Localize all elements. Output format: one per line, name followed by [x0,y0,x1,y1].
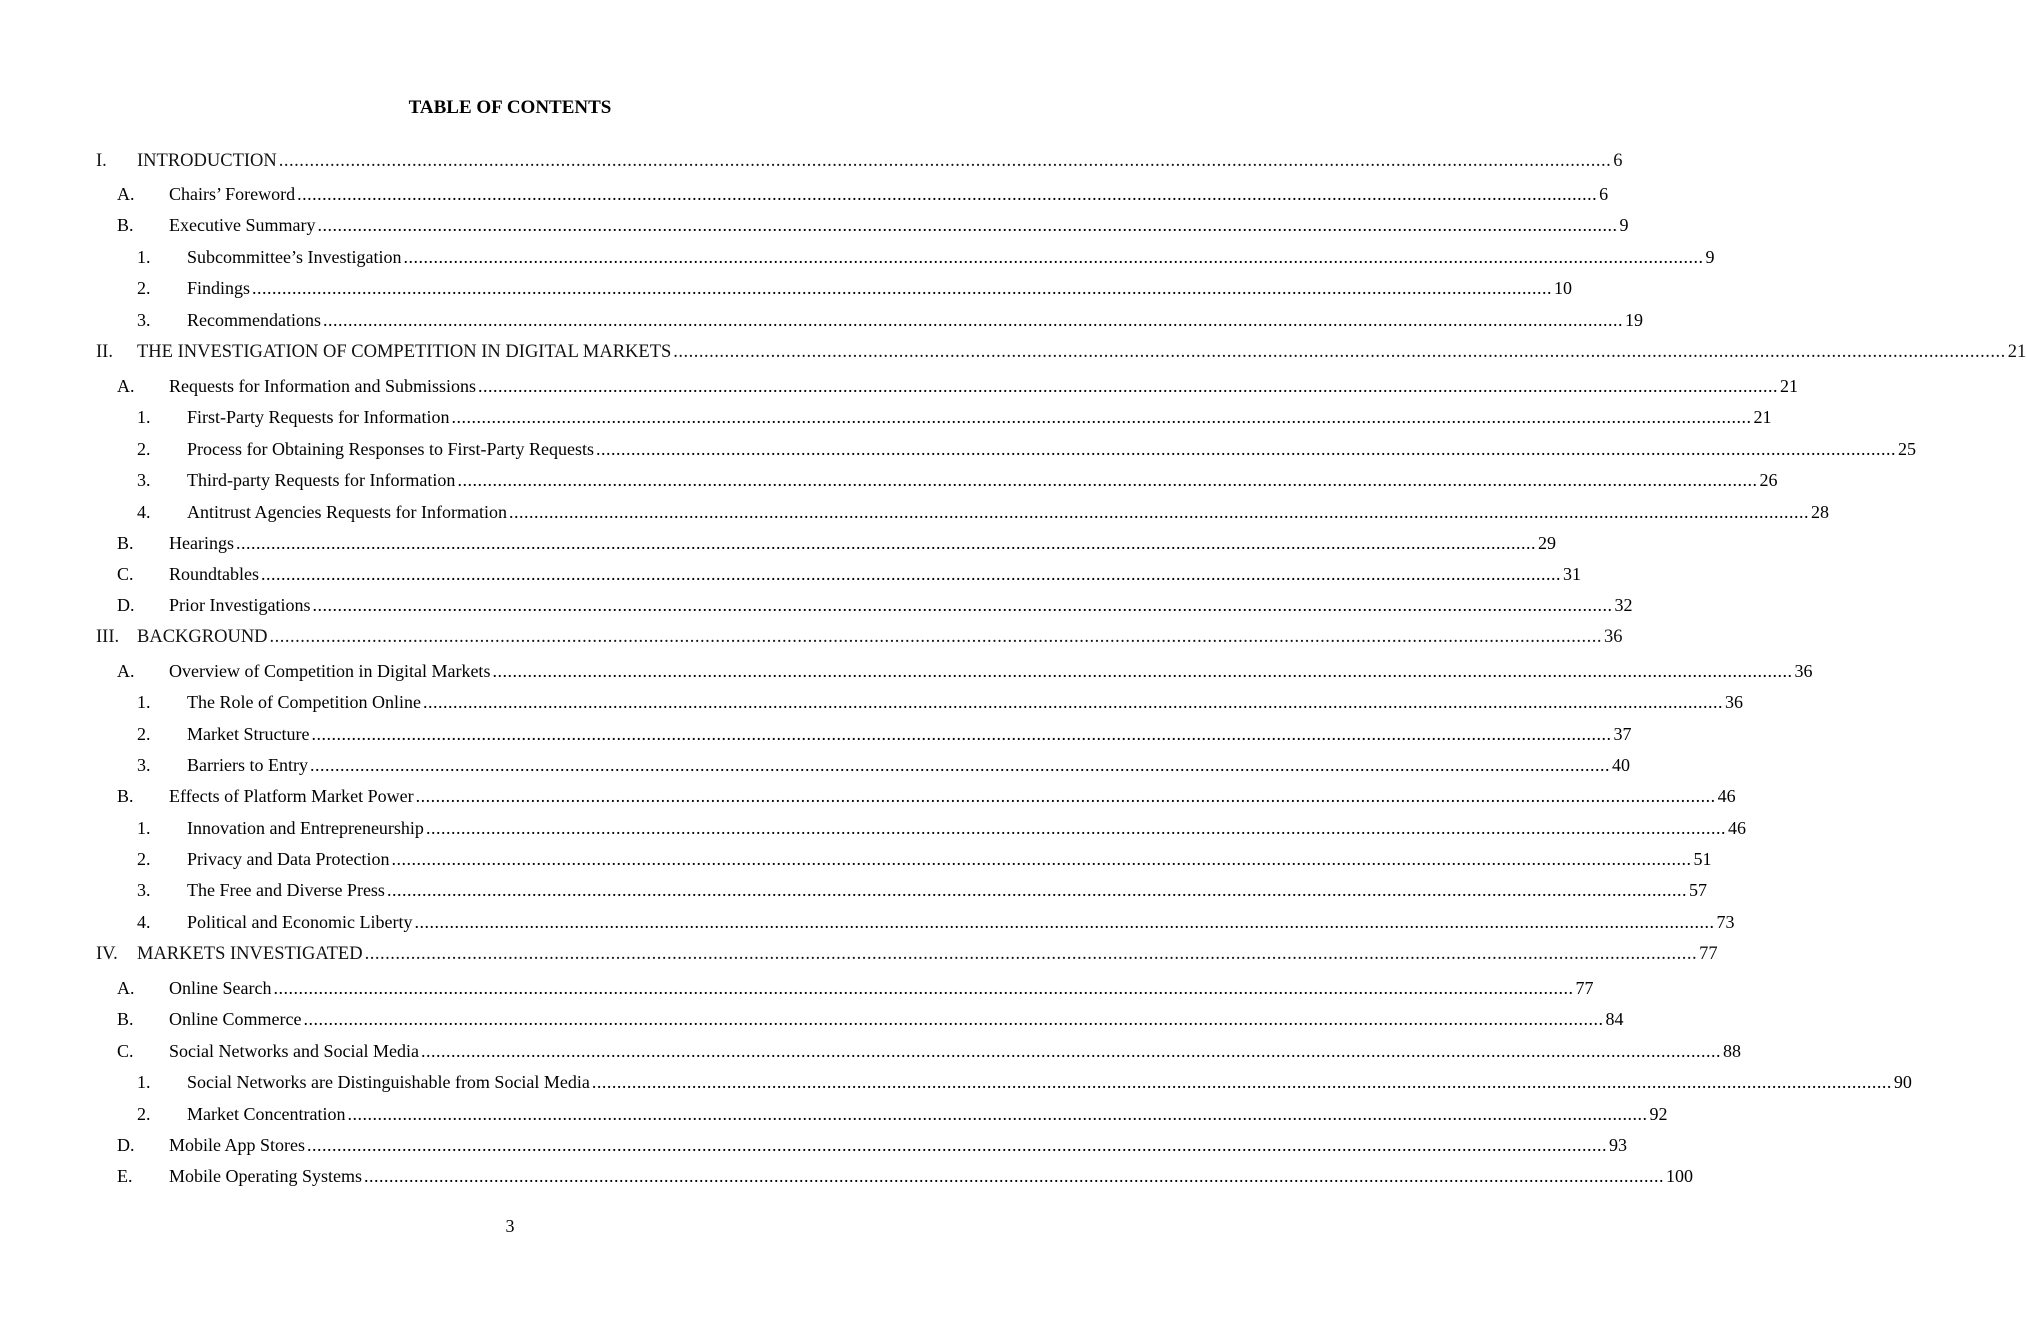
dot-leader: .................................................................................................................................................................................................................................................................... [420,1041,1721,1061]
toc-entry-label: INTRODUCTION [137,151,277,171]
toc-entry-line [187,242,1715,272]
toc-entry-label: Roundtables [169,564,259,584]
toc-entry-line [169,656,1813,686]
dot-leader: .................................................................................................................................................................................................................................................................... [317,215,1618,235]
toc-entry[interactable] [0,622,1623,652]
toc-entry[interactable] [0,210,1629,240]
toc-entry-label: Social Networks and Social Media [169,1041,419,1061]
toc-entry[interactable] [0,844,1712,874]
toc-entry-line [187,875,1707,905]
toc-entry-label: First-Party Requests for Information [187,407,450,427]
toc-entry-page: 77 [1575,978,1594,998]
dot-leader: .................................................................................................................................................................................................................................................................... [457,470,1758,490]
dot-leader: .................................................................................................................................................................................................................................................................... [252,278,1553,298]
toc-entry-number: I. [96,151,107,171]
toc-entry-number: 1. [137,818,151,838]
toc-entry[interactable] [0,337,2026,367]
toc-entry[interactable] [0,1161,1693,1191]
toc-entry-number: 2. [137,724,151,744]
toc-entry-line [137,146,1623,176]
toc-entry-number: A. [117,978,135,998]
toc-entry-line [187,402,1772,432]
dot-leader: .................................................................................................................................................................................................................................................................... [311,724,1612,744]
dot-leader: .................................................................................................................................................................................................................................................................... [261,564,1561,584]
toc-entry-label: MARKETS INVESTIGATED [137,944,363,964]
toc-entry[interactable] [0,528,1556,558]
toc-entry[interactable] [0,242,1715,272]
toc-entry[interactable] [0,1004,1624,1034]
dot-leader: .................................................................................................................................................................................................................................................................... [595,439,1896,459]
toc-entry[interactable] [0,973,1594,1003]
toc-entry-line [137,337,2026,367]
dot-leader: .................................................................................................................................................................................................................................................................... [312,595,1613,615]
toc-entry-line [187,813,1746,843]
toc-entry[interactable] [0,781,1736,811]
toc-entry-line [169,1161,1693,1191]
toc-entry[interactable] [0,656,1813,686]
toc-entry-label: The Free and Diverse Press [187,880,385,900]
toc-entry-label: Chairs’ Foreword [169,184,296,204]
toc-entry-number: A. [117,376,135,396]
dot-leader: .................................................................................................................................................................................................................................................................... [278,151,1612,171]
toc-entry-line [187,719,1632,749]
dot-leader: .................................................................................................................................................................................................................................................................... [492,661,1793,681]
toc-entry-number: 1. [137,247,151,267]
toc-entry[interactable] [0,1099,1668,1129]
toc-entry-number: E. [117,1166,133,1186]
toc-entry-label: Overview of Competition in Digital Markets [169,661,491,681]
toc-entry-page: 88 [1722,1041,1741,1061]
toc-entry-number: 2. [137,1104,151,1124]
toc-entry-label: Antitrust Agencies Requests for Information [187,502,507,522]
toc-entry-page: 46 [1717,786,1736,806]
toc-entry-number: 2. [137,278,151,298]
toc-entry-number: D. [117,595,135,615]
toc-entry[interactable] [0,371,1798,401]
toc-entry-label: Social Networks are Distinguishable from Social Media [187,1072,590,1092]
toc-entry[interactable] [0,497,1829,527]
toc-entry-label: Third-party Requests for Information [187,470,456,490]
toc-entry[interactable] [0,907,1735,937]
toc-entry-page: 21 [1753,407,1772,427]
toc-entry-line [187,907,1735,937]
toc-entry-page: 90 [1893,1072,1912,1092]
toc-entry[interactable] [0,687,1743,717]
toc-entry-number: 3. [137,470,151,490]
toc-entry-page: 93 [1609,1135,1628,1155]
toc-entry-number: B. [117,786,134,806]
toc-entry-label: Online Search [169,978,272,998]
toc-entry-line [187,434,1916,464]
toc-entry-label: Prior Investigations [169,595,311,615]
toc-entry-page: 37 [1613,724,1632,744]
toc-entry-line [169,1004,1624,1034]
toc-entry-label: Subcommittee’s Investigation [187,247,402,267]
toc-entry-label: THE INVESTIGATION OF COMPETITION IN DIGITAL MARKETS [137,342,672,362]
toc-entry-line [169,1036,1741,1066]
toc-entry-label: Market Structure [187,724,310,744]
dot-leader: .................................................................................................................................................................................................................................................................... [477,376,1778,396]
dot-leader: .................................................................................................................................................................................................................................................................... [297,184,1598,204]
toc-entry-label: Mobile Operating Systems [169,1166,362,1186]
toc-entry-number: 1. [137,407,151,427]
dot-leader: .................................................................................................................................................................................................................................................................... [364,944,1698,964]
dot-leader: .................................................................................................................................................................................................................................................................... [425,818,1726,838]
toc-entry-page: 36 [1604,627,1623,647]
toc-entry-page: 73 [1716,912,1735,932]
dot-leader: .................................................................................................................................................................................................................................................................... [347,1104,1648,1124]
toc-entry-page: 36 [1794,661,1813,681]
toc-entry-label: Executive Summary [169,215,316,235]
toc-entry[interactable] [0,559,1581,589]
dot-leader: .................................................................................................................................................................................................................................................................... [673,342,2006,362]
toc-entry-number: C. [117,1041,134,1061]
toc-entry[interactable] [0,590,1633,620]
toc-entry[interactable] [0,939,1718,969]
dot-leader: .................................................................................................................................................................................................................................................................... [508,502,1809,522]
toc-entry-number: 3. [137,755,151,775]
toc-entry-number: B. [117,1009,134,1029]
toc-entry-line [169,590,1633,620]
dot-leader: .................................................................................................................................................................................................................................................................... [415,786,1716,806]
toc-entry-label: Online Commerce [169,1009,302,1029]
toc-entry-line [187,1067,1912,1097]
toc-entry-page: 9 [1619,215,1629,235]
toc-entry-line [169,973,1594,1003]
toc-entry-number: 2. [137,849,151,869]
toc-entry-page: 84 [1605,1009,1624,1029]
dot-leader: .................................................................................................................................................................................................................................................................... [403,247,1704,267]
toc-entry-page: 28 [1810,502,1829,522]
toc-entry-number: B. [117,533,134,553]
toc-entry[interactable] [0,750,1630,780]
toc-entry-page: 100 [1665,1166,1693,1186]
dot-leader: .................................................................................................................................................................................................................................................................... [269,627,1603,647]
toc-entry-number: II. [96,342,113,362]
dot-leader: .................................................................................................................................................................................................................................................................... [363,1166,1664,1186]
toc-entry-number: IV. [96,944,118,964]
toc-entry-line [187,750,1630,780]
toc-entry[interactable] [0,402,1772,432]
toc-entry-label: Requests for Information and Submissions [169,376,476,396]
dot-leader: .................................................................................................................................................................................................................................................................... [273,978,1574,998]
toc-entry-label: Barriers to Entry [187,755,308,775]
toc-entry-label: Recommendations [187,310,321,330]
toc-entry[interactable] [0,465,1778,495]
toc-entry[interactable] [0,179,1609,209]
toc-entry-page: 19 [1624,310,1643,330]
toc-entry-label: Political and Economic Liberty [187,912,413,932]
toc-entry-number: A. [117,661,135,681]
toc-entry-page: 21 [1779,376,1798,396]
toc-entry[interactable] [0,1130,1628,1160]
toc-entry-number: 1. [137,1072,151,1092]
toc-entry-line [187,497,1829,527]
toc-entry-line [169,559,1581,589]
toc-entry-label: Privacy and Data Protection [187,849,390,869]
page-number: 3 [505,1216,515,1236]
toc-entry-page: 29 [1537,533,1556,553]
toc-entry[interactable] [0,1036,1741,1066]
toc-entry-label: Market Concentration [187,1104,346,1124]
dot-leader: .................................................................................................................................................................................................................................................................... [307,1135,1608,1155]
toc-entry-line [187,844,1712,874]
dot-leader: .................................................................................................................................................................................................................................................................... [451,407,1752,427]
toc-entry[interactable] [0,273,1573,303]
toc-entry-label: Process for Obtaining Responses to First-Party Requests [187,439,594,459]
toc-entry-page: 26 [1759,470,1778,490]
toc-entry-line [169,371,1798,401]
toc-entry[interactable] [0,146,1623,176]
toc-entry-label: The Role of Competition Online [187,692,421,712]
toc-entry-line [137,939,1718,969]
toc-entry-line [169,179,1609,209]
toc-entry-page: 51 [1693,849,1712,869]
toc-entry[interactable] [0,434,1916,464]
toc-entry-number: C. [117,564,134,584]
toc-entry-line [169,781,1736,811]
toc-entry-page: 32 [1614,595,1633,615]
toc-entry-page: 57 [1688,880,1707,900]
toc-entry-label: Innovation and Entrepreneurship [187,818,424,838]
toc-entry[interactable] [0,875,1707,905]
toc-entry-number: 4. [137,502,151,522]
toc-entry[interactable] [0,305,1643,335]
toc-entry-page: 21 [2007,342,2026,362]
toc-entry-number: 3. [137,880,151,900]
toc-entry[interactable] [0,719,1632,749]
dot-leader: .................................................................................................................................................................................................................................................................... [422,692,1723,712]
toc-entry-line [187,273,1573,303]
toc-entry-label: Mobile App Stores [169,1135,306,1155]
dot-leader: .................................................................................................................................................................................................................................................................... [235,533,1536,553]
dot-leader: .................................................................................................................................................................................................................................................................... [309,755,1610,775]
toc-entry-page: 40 [1611,755,1630,775]
toc-entry-line [187,305,1643,335]
toc-entry[interactable] [0,813,1746,843]
toc-entry-line [187,465,1778,495]
toc-entry-label: BACKGROUND [137,627,268,647]
toc-entry-page: 6 [1613,151,1623,171]
toc-entry-line [169,1130,1628,1160]
toc-entry-number: D. [117,1135,135,1155]
toc-entry-line [187,687,1743,717]
toc-entry-page: 10 [1554,278,1573,298]
toc-entry-number: 1. [137,692,151,712]
toc-entry-number: 4. [137,912,151,932]
toc-entry-line [169,528,1556,558]
toc-entry-line [187,1099,1668,1129]
dot-leader: .................................................................................................................................................................................................................................................................... [386,880,1687,900]
toc-entry-label: Hearings [169,533,234,553]
toc-entry-label: Findings [187,278,251,298]
toc-entry-page: 46 [1727,818,1746,838]
toc-entry-page: 77 [1699,944,1718,964]
toc-entry-page: 9 [1705,247,1715,267]
dot-leader: .................................................................................................................................................................................................................................................................... [591,1072,1892,1092]
toc-entry-number: III. [96,627,120,647]
toc-entry-number: B. [117,215,134,235]
toc-entry-page: 36 [1724,692,1743,712]
toc-entry-page: 31 [1563,564,1581,584]
dot-leader: .................................................................................................................................................................................................................................................................... [303,1009,1604,1029]
toc-entry-number: A. [117,184,135,204]
toc-entry-line [137,622,1623,652]
dot-leader: .................................................................................................................................................................................................................................................................... [322,310,1623,330]
toc-entry[interactable] [0,1067,1912,1097]
toc-entry-label: Effects of Platform Market Power [169,786,414,806]
toc-entry-number: 3. [137,310,151,330]
page-title: TABLE OF CONTENTS [408,97,612,118]
dot-leader: .................................................................................................................................................................................................................................................................... [414,912,1715,932]
toc-entry-page: 92 [1649,1104,1668,1124]
toc-entry-number: 2. [137,439,151,459]
toc-entry-line [169,210,1629,240]
toc-entry-page: 6 [1599,184,1609,204]
dot-leader: .................................................................................................................................................................................................................................................................... [391,849,1692,869]
toc-entry-page: 25 [1897,439,1916,459]
